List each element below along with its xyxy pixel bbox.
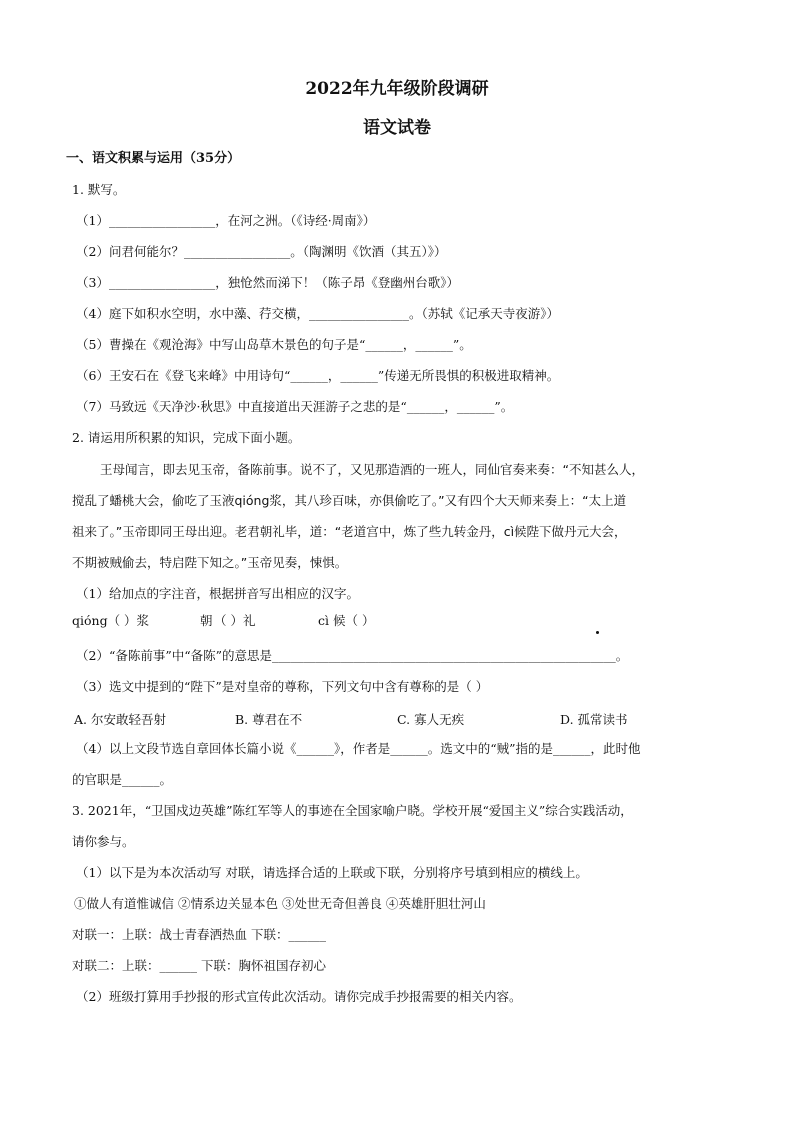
dotted-char: 朝: [200, 613, 794, 629]
section-heading: 一、语文积累与运用（35分）: [66, 151, 241, 166]
couplet-1: 对联一：上联：战士青春洒热血 下联：______: [72, 927, 326, 942]
q1-item-2: （2）问君何能尔？_________________。（陶渊明《饮酒（其五）》）: [76, 244, 447, 259]
question-1-stem: 1. 默写。: [72, 182, 126, 197]
question-3-stem-2: 请你参与。: [72, 834, 135, 849]
q2-sub-4-line-1: （4）以上文段节选自章回体长篇小说《______》，作者是______。选文中的“贼”指的是______，此时他: [76, 741, 641, 756]
passage-line-3: 祖来了。”玉帝即同王母出迎。老君朝礼毕，道：“老道宫中，炼了些九转金丹，cì候陛下做丹元大会，: [72, 524, 627, 539]
q2-sub-4-line-2: 的官职是______。: [72, 772, 173, 787]
q1-item-3: （3）_________________，独怆然而涕下！（陈子昂《登幽州台歌》）: [76, 275, 459, 290]
option-d: D. 孤常读书: [560, 712, 628, 727]
q3-sub-1: （1）以下是为本次活动写 对联，请选择合适的上联或下联，分别将序号填到相应的横线上。: [76, 865, 588, 880]
pinyin-item-1: qióng（ ）浆: [72, 613, 150, 628]
passage-line-1: 王母闻言，即去见玉帝，备陈前事。说不了，又见那造酒的一班人，同仙官奏来奏：“不知甚么人，: [100, 462, 644, 477]
couplet-choices: ①做人有道惟诚信 ②情系边关显本色 ③处世无奇但善良 ④英雄肝胆壮河山: [74, 896, 486, 911]
q2-sub-2: （2）“备陈前事”中“备陈”的意思是_______________________________________________________。: [76, 648, 629, 663]
q1-item-6: （6）王安石在《登飞来峰》中用诗句“______，______”传递无所畏惧的积极进取精神。: [76, 368, 560, 383]
pinyin-item-3: cì 候（ ）: [318, 613, 375, 628]
option-b: B. 尊君在不: [235, 712, 303, 727]
q1-item-1: （1）_________________，在河之洲。（《诗经·周南》）: [76, 213, 376, 228]
question-3-stem-1: 3. 2021年，“卫国戍边英雄”陈红军等人的事迹在全国家喻户晓。学校开展“爱国主义”综合实践活动，: [72, 803, 633, 818]
option-a: A. 尔安敢轻吾射: [74, 712, 166, 727]
passage-line-4: 不期被贼偷去，特启陛下知之。”玉帝见奏，悚惧。: [72, 555, 348, 570]
page-title: 2022年九年级阶段调研: [305, 79, 489, 99]
q1-item-5: （5）曹操在《观沧海》中写山岛草木景色的句子是“______，______”。: [76, 337, 472, 352]
question-2-stem: 2. 请运用所积累的知识，完成下面小题。: [72, 430, 301, 445]
page-subtitle: 语文试卷: [363, 118, 431, 138]
q3-sub-2: （2）班级打算用手抄报的形式宣传此次活动。请你完成手抄报需要的相关内容。: [76, 989, 522, 1004]
passage-line-2: 搅乱了蟠桃大会，偷吃了玉液qióng浆，其八珍百味，亦俱偷吃了。”又有四个大天师来奏上：“太上道: [72, 493, 627, 508]
q1-item-7: （7）马致远《天净沙·秋思》中直接道出天涯游子之悲的是“______，______”。: [76, 399, 514, 414]
option-c: C. 寡人无疾: [397, 712, 465, 727]
pinyin-item-2: （ ）礼: [214, 613, 256, 628]
couplet-2: 对联二：上联：______ 下联：胸怀祖国存初心: [72, 958, 326, 973]
q2-sub-3: （3）选文中提到的“陛下”是对皇帝的尊称，下列文句中含有尊称的是（ ）: [76, 679, 489, 694]
q1-item-4: （4）庭下如积水空明，水中藻、荇交横，________________。（苏轼《记承天寺夜游》）: [76, 306, 559, 321]
q2-sub-1: （1）给加点的字注音，根据拼音写出相应的汉字。: [76, 586, 359, 601]
